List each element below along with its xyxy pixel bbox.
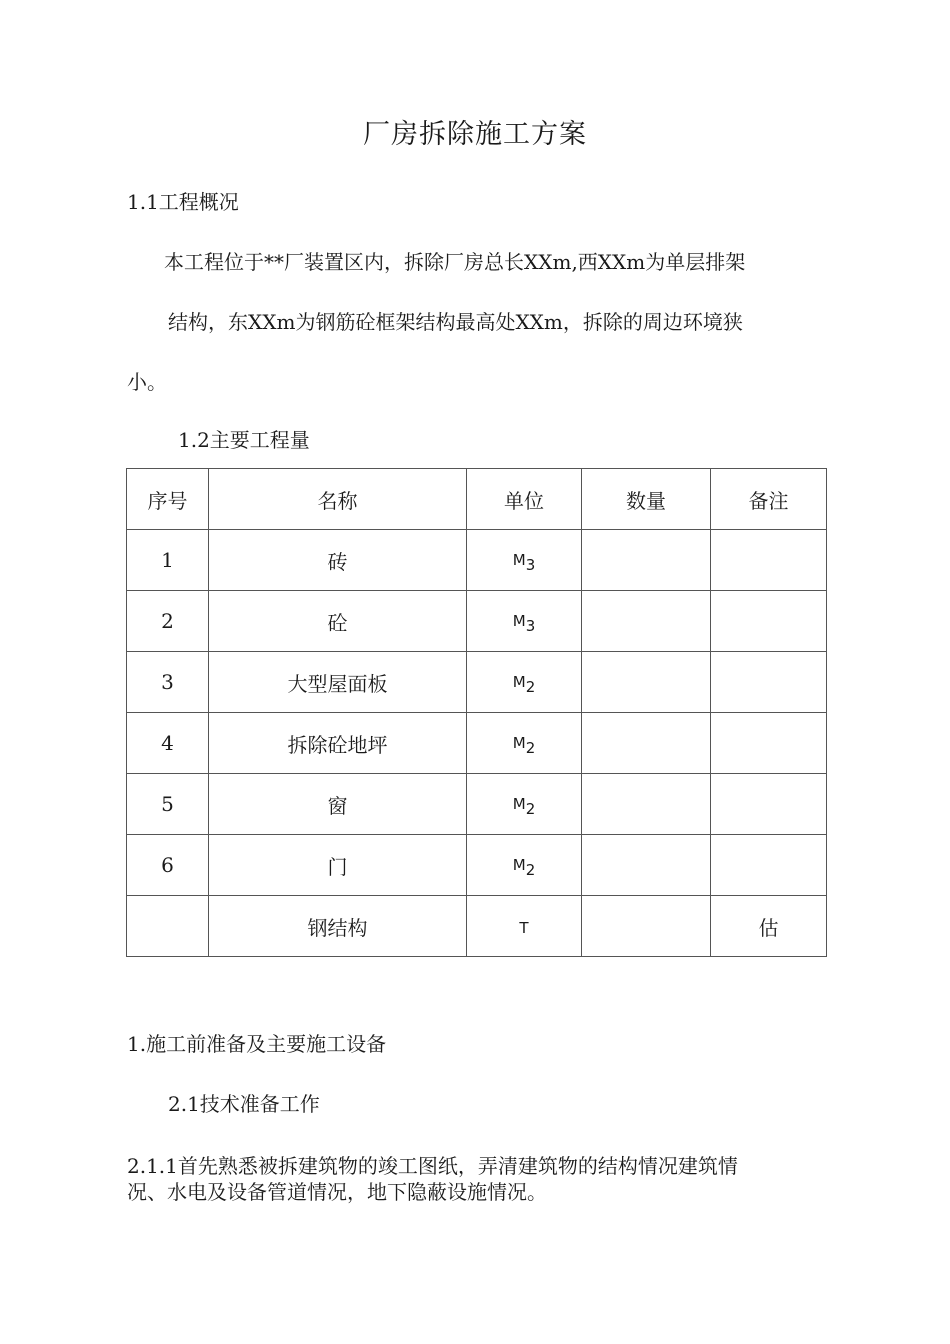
- cell-note: [711, 774, 827, 835]
- overview-paragraph-line-1: 本工程位于**厂装置区内，拆除厂房总长XXm,西XXm为单层排架: [164, 250, 746, 274]
- cell-unit: [467, 713, 582, 774]
- table-row: [127, 591, 827, 652]
- cell-no: 6: [127, 835, 209, 896]
- unit-exponent: 2: [525, 861, 536, 879]
- cell-quantity: [582, 652, 711, 713]
- cell-name: 砖: [209, 530, 467, 591]
- section-heading-1-2: 1.2主要工程量: [178, 428, 310, 452]
- cell-quantity: [582, 591, 711, 652]
- cell-name: 拆除砼地坪: [209, 713, 467, 774]
- header-name: 名称: [209, 469, 467, 530]
- unit-exponent: 2: [525, 739, 536, 757]
- table-row: [127, 835, 827, 896]
- cell-name: 窗: [209, 774, 467, 835]
- cell-note: [711, 591, 827, 652]
- cell-no: 1: [127, 530, 209, 591]
- cell-name: 门: [209, 835, 467, 896]
- section-heading-2: 1.施工前准备及主要施工设备: [127, 1032, 387, 1056]
- table-row: [127, 652, 827, 713]
- header-quantity: 数量: [582, 469, 711, 530]
- overview-paragraph-line-3: 小。: [127, 370, 167, 394]
- page-title: 厂房拆除施工方案: [363, 119, 587, 150]
- cell-quantity: [582, 530, 711, 591]
- section-heading-2-1: 2.1技术准备工作: [168, 1092, 320, 1116]
- cell-unit: [467, 530, 582, 591]
- cell-note: [711, 713, 827, 774]
- cell-name: 钢结构: [209, 896, 467, 957]
- table-row: [127, 713, 827, 774]
- overview-paragraph-line-2: 结构，东XXm为钢筋砼框架结构最高处XXm，拆除的周边环境狭: [168, 310, 743, 334]
- paragraph-2-1-1-line-1: 2.1.1首先熟悉被拆建筑物的竣工图纸，弄清建筑物的结构情况建筑情: [127, 1154, 738, 1178]
- cell-unit: [467, 896, 582, 957]
- unit-symbol: M: [512, 795, 526, 813]
- cell-unit: [467, 652, 582, 713]
- cell-name: 砼: [209, 591, 467, 652]
- unit-symbol: M: [512, 673, 526, 691]
- cell-note: [711, 530, 827, 591]
- unit-exponent: 2: [525, 800, 536, 818]
- cell-note: [711, 835, 827, 896]
- section-heading-1-1: 1.1工程概况: [127, 190, 239, 214]
- cell-no: 5: [127, 774, 209, 835]
- cell-quantity: [582, 835, 711, 896]
- header-note: 备注: [711, 469, 827, 530]
- table-row: [127, 530, 827, 591]
- table-row: [127, 896, 827, 957]
- cell-unit: [467, 591, 582, 652]
- unit-exponent: 3: [525, 556, 536, 574]
- cell-unit: [467, 835, 582, 896]
- unit-symbol: M: [512, 551, 526, 569]
- header-no: 序号: [127, 469, 209, 530]
- unit-symbol: M: [512, 856, 526, 874]
- cell-quantity: [582, 713, 711, 774]
- quantity-table: [126, 468, 827, 957]
- unit-symbol: M: [512, 612, 526, 630]
- cell-note: [711, 652, 827, 713]
- cell-no: 3: [127, 652, 209, 713]
- cell-quantity: [582, 774, 711, 835]
- unit-exponent: 3: [525, 617, 536, 635]
- unit-exponent: 2: [525, 678, 536, 696]
- cell-unit: [467, 774, 582, 835]
- cell-no: [127, 896, 209, 957]
- cell-name: 大型屋面板: [209, 652, 467, 713]
- cell-note: 估: [711, 896, 827, 957]
- unit-symbol: M: [512, 734, 526, 752]
- paragraph-2-1-1-line-2: 况、水电及设备管道情况，地下隐蔽设施情况。: [127, 1180, 547, 1204]
- cell-quantity: [582, 896, 711, 957]
- table-row: [127, 774, 827, 835]
- header-unit: 单位: [467, 469, 582, 530]
- cell-no: 2: [127, 591, 209, 652]
- cell-no: 4: [127, 713, 209, 774]
- table-header-row: [127, 469, 827, 530]
- unit-symbol: T: [519, 919, 529, 937]
